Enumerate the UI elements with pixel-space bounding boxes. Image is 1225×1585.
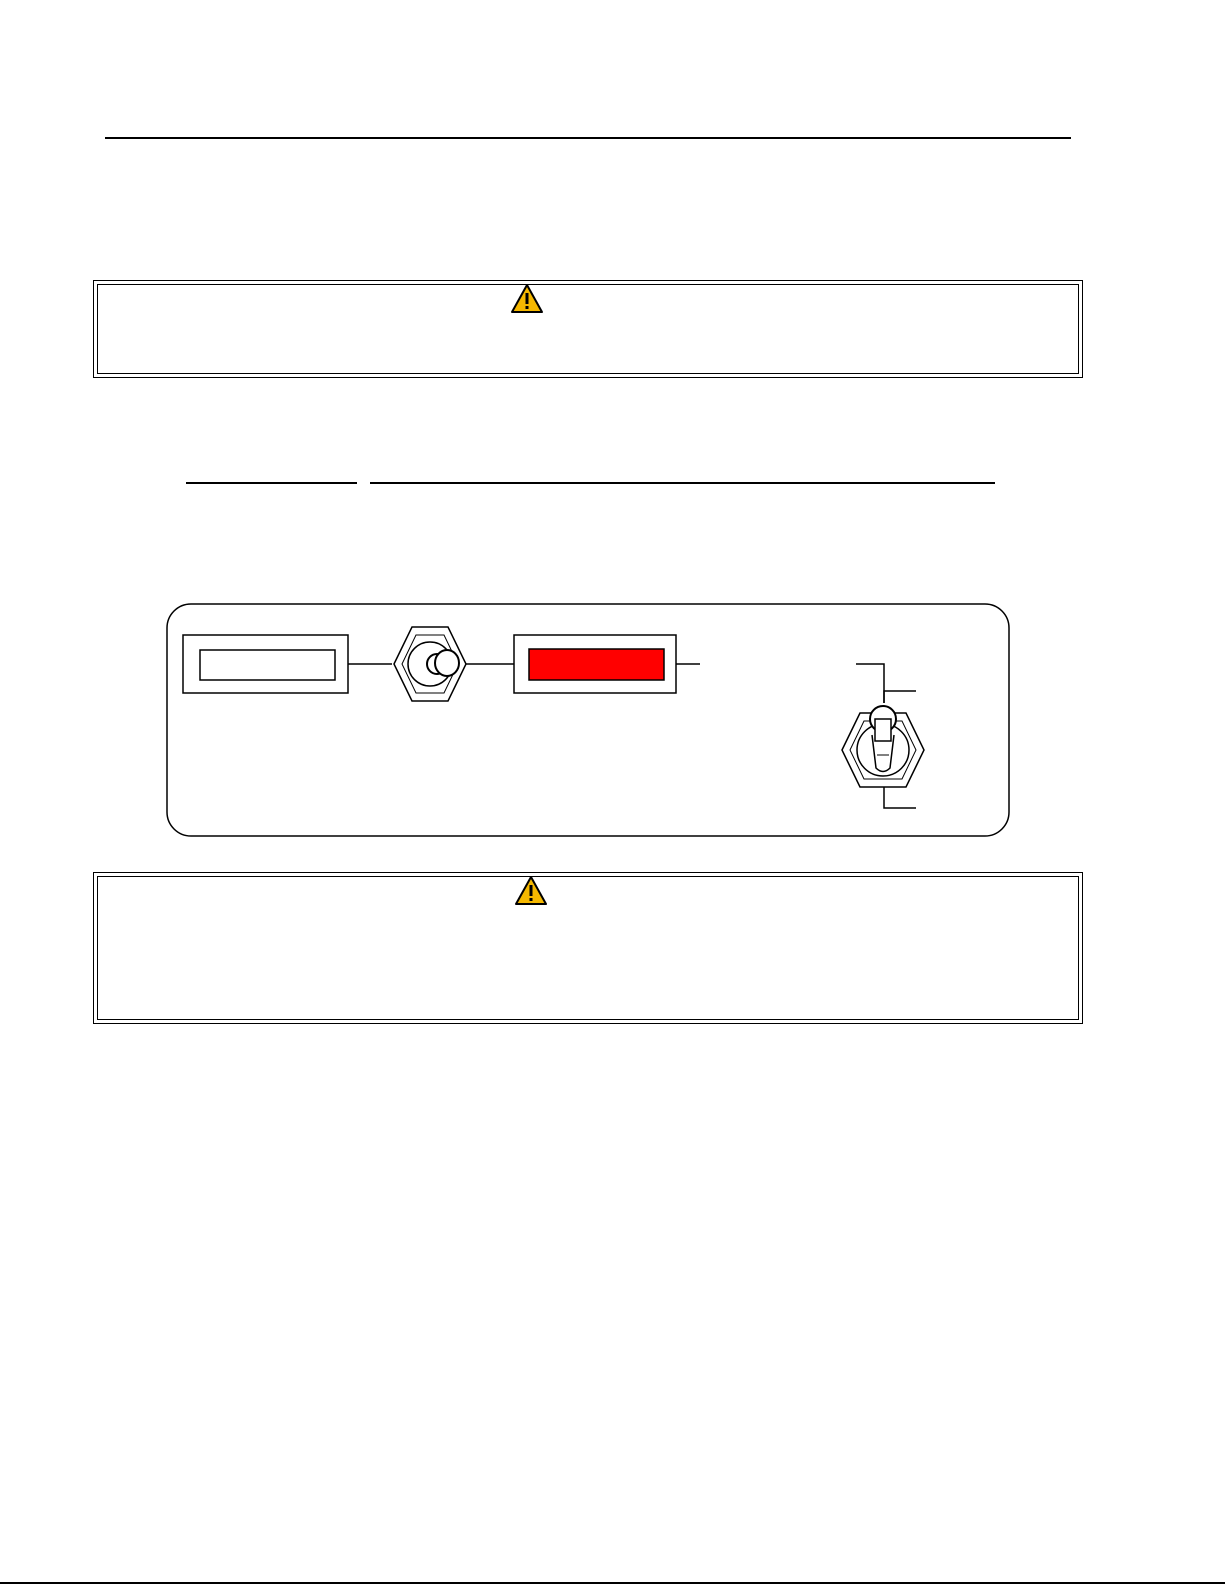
warning-box-2 (93, 872, 1083, 1024)
footer-rule (0, 1582, 1225, 1584)
heater-display-window (200, 650, 335, 680)
warning-box-1 (93, 280, 1083, 378)
section-rule-right (370, 482, 995, 484)
control-panel-diagram (166, 603, 1011, 839)
header-rule (105, 137, 1071, 139)
warning-icon (514, 875, 548, 906)
filter-indicator-light (529, 649, 664, 680)
warning-icon (510, 283, 544, 314)
section-rule-left (186, 482, 357, 484)
